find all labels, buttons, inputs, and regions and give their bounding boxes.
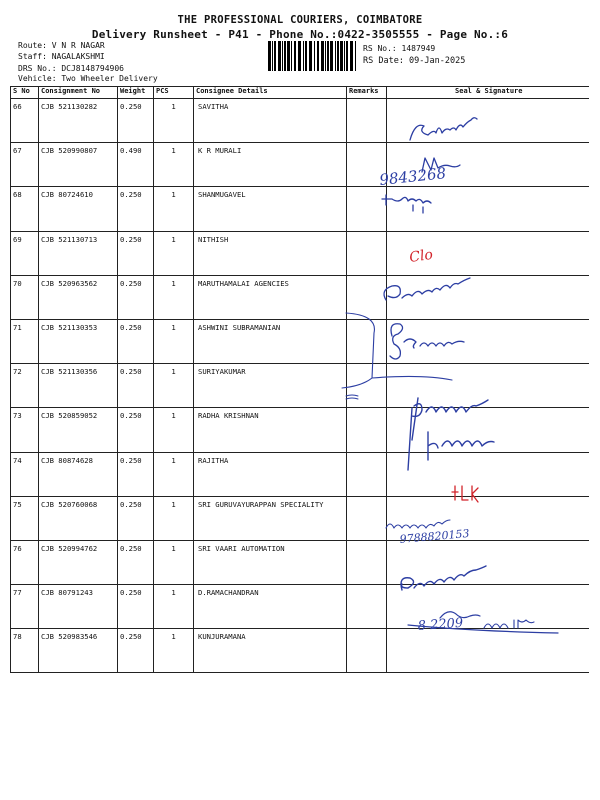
barcode-bar (325, 41, 326, 71)
barcode-bar (287, 41, 290, 71)
cell-sno: 71 (11, 319, 39, 363)
cell-signature (387, 275, 589, 319)
barcode-bar (346, 41, 348, 71)
cell-sno: 68 (11, 187, 39, 231)
cell-signature (387, 452, 589, 496)
table-row (11, 99, 589, 143)
handwritten-note-78: 8 2209 (417, 615, 464, 634)
cell-remarks (347, 585, 387, 629)
col-header-remarks: Remarks (347, 87, 387, 99)
cell-weight: 0.250 (118, 496, 154, 540)
cell-consignment: CJB 520983546 (39, 629, 118, 673)
cell-remarks (347, 364, 387, 408)
barcode-bar (294, 41, 296, 71)
cell-pcs: 1 (154, 585, 194, 629)
cell-pcs: 1 (154, 319, 194, 363)
rs-date: RS Date: 09-Jan-2025 (363, 56, 466, 66)
cell-consignee: MARUTHAMALAI AGENCIES (194, 275, 347, 319)
col-header-consignment: Consignment No (39, 87, 118, 99)
cell-sno: 72 (11, 364, 39, 408)
cell-weight: 0.250 (118, 585, 154, 629)
cell-signature (387, 540, 589, 584)
cell-weight: 0.250 (118, 275, 154, 319)
cell-sno: 69 (11, 231, 39, 275)
table-row (11, 231, 589, 275)
cell-remarks (347, 231, 387, 275)
barcode-bar (337, 41, 339, 71)
handwritten-phone-67: 9843268 (378, 164, 447, 189)
cell-weight: 0.250 (118, 629, 154, 673)
cell-consignee: KUNJURAMANA (194, 629, 347, 673)
cell-weight: 0.250 (118, 540, 154, 584)
col-header-pcs: PCS (154, 87, 194, 99)
cell-consignment: CJB 520760068 (39, 496, 118, 540)
cell-weight: 0.490 (118, 143, 154, 187)
cell-consignment: CJB 520963562 (39, 275, 118, 319)
cell-signature (387, 99, 589, 143)
cell-consignment: CJB 521130356 (39, 364, 118, 408)
cell-sno: 77 (11, 585, 39, 629)
cell-signature (387, 143, 589, 187)
cell-remarks (347, 496, 387, 540)
cell-remarks (347, 99, 387, 143)
cell-signature (387, 585, 589, 629)
cell-consignee: K R MURALI (194, 143, 347, 187)
cell-sno: 73 (11, 408, 39, 452)
cell-remarks (347, 452, 387, 496)
barcode-bar (272, 41, 273, 71)
cell-pcs: 1 (154, 187, 194, 231)
runsheet-title: Delivery Runsheet - P41 - Phone No.:0422-3505555 - Page No.:6 (91, 28, 509, 41)
cell-remarks (347, 187, 387, 231)
runsheet-table (10, 86, 589, 673)
cell-weight: 0.250 (118, 364, 154, 408)
barcode-bar (321, 41, 324, 71)
cell-consignment: CJB 520994762 (39, 540, 118, 584)
table-row (11, 143, 589, 187)
staff-label: Staff: NAGALAKSHMI (18, 52, 105, 61)
cell-remarks (347, 143, 387, 187)
cell-consignee: RAJITHA (194, 452, 347, 496)
cell-consignee: D.RAMACHANDRAN (194, 585, 347, 629)
cell-signature (387, 364, 589, 408)
vehicle-label: Vehicle: Two Wheeler Delivery (18, 74, 158, 83)
cell-pcs: 1 (154, 275, 194, 319)
barcode-bar (278, 41, 281, 71)
table-row (11, 319, 589, 363)
barcode-bar (309, 41, 312, 71)
cell-consignment: CJB 521130282 (39, 99, 118, 143)
handwritten-phone-76: 9788820153 (399, 526, 470, 546)
cell-consignee: SURIYAKUMAR (194, 364, 347, 408)
table-row (11, 540, 589, 584)
cell-consignment: CJB 520859052 (39, 408, 118, 452)
cell-weight: 0.250 (118, 187, 154, 231)
cell-sno: 70 (11, 275, 39, 319)
barcode-bar (305, 41, 307, 71)
cell-pcs: 1 (154, 540, 194, 584)
cell-weight: 0.250 (118, 452, 154, 496)
table-row (11, 364, 589, 408)
handwritten-note-70: Clo (408, 246, 434, 266)
cell-consignee: SRI VAARI AUTOMATION (194, 540, 347, 584)
barcode-bar (355, 41, 356, 71)
cell-signature (387, 319, 589, 363)
col-header-consignee: Consignee Details (194, 87, 347, 99)
barcode-bar (282, 41, 283, 71)
table-row (11, 187, 589, 231)
cell-consignee: ASHWINI SUBRAMANIAN (194, 319, 347, 363)
barcode-bar (268, 41, 271, 71)
cell-weight: 0.250 (118, 408, 154, 452)
barcode-bar (317, 41, 319, 71)
barcode-bar (274, 41, 276, 71)
cell-remarks (347, 319, 387, 363)
cell-sno: 76 (11, 540, 39, 584)
barcode (268, 41, 356, 71)
cell-pcs: 1 (154, 364, 194, 408)
cell-weight: 0.250 (118, 231, 154, 275)
barcode-bar (327, 41, 329, 71)
cell-consignment: CJB 520990807 (39, 143, 118, 187)
table-header-row (11, 87, 589, 99)
cell-remarks (347, 540, 387, 584)
col-header-signature: Seal & Signature (387, 87, 589, 99)
barcode-bar (350, 41, 353, 71)
table-row (11, 452, 589, 496)
cell-pcs: 1 (154, 452, 194, 496)
cell-sno: 78 (11, 629, 39, 673)
company-title: THE PROFESSIONAL COURIERS, COIMBATORE (177, 14, 423, 26)
col-header-weight: Weight (118, 87, 154, 99)
cell-consignee: SHANMUGAVEL (194, 187, 347, 231)
cell-signature (387, 629, 589, 673)
barcode-bar (330, 41, 333, 71)
cell-consignee: SRI GURUVAYURAPPAN SPECIALITY (194, 496, 347, 540)
cell-consignment: CJB 80791243 (39, 585, 118, 629)
table-row (11, 408, 589, 452)
barcode-bar (298, 41, 301, 71)
cell-remarks (347, 629, 387, 673)
cell-consignee: SAVITHA (194, 99, 347, 143)
route-label: Route: V N R NAGAR (18, 41, 105, 50)
drs-number: DRS No.: DCJ8148794906 (18, 64, 124, 73)
cell-weight: 0.250 (118, 99, 154, 143)
table-row (11, 629, 589, 673)
cell-consignee: RADHA KRISHNAN (194, 408, 347, 452)
rs-number: RS No.: 1487949 (363, 44, 436, 53)
cell-sno: 75 (11, 496, 39, 540)
table-row (11, 496, 589, 540)
barcode-bar (344, 41, 345, 71)
col-header-sno: S No (11, 87, 39, 99)
table-row (11, 585, 589, 629)
cell-consignment: CJB 80874628 (39, 452, 118, 496)
cell-sno: 67 (11, 143, 39, 187)
cell-weight: 0.250 (118, 319, 154, 363)
cell-signature (387, 187, 589, 231)
cell-consignment: CJB 80724610 (39, 187, 118, 231)
barcode-bar (291, 41, 292, 71)
cell-pcs: 1 (154, 99, 194, 143)
cell-sno: 66 (11, 99, 39, 143)
barcode-bar (303, 41, 304, 71)
barcode-bar (284, 41, 286, 71)
cell-pcs: 1 (154, 629, 194, 673)
cell-signature (387, 231, 589, 275)
cell-consignment: CJB 521130353 (39, 319, 118, 363)
cell-signature (387, 496, 589, 540)
cell-remarks (347, 275, 387, 319)
barcode-bar (340, 41, 343, 71)
cell-pcs: 1 (154, 496, 194, 540)
barcode-bar (314, 41, 315, 71)
barcode-bar (335, 41, 336, 71)
cell-pcs: 1 (154, 408, 194, 452)
table-row (11, 275, 589, 319)
cell-consignment: CJB 521130713 (39, 231, 118, 275)
cell-consignee: NITHISH (194, 231, 347, 275)
cell-pcs: 1 (154, 231, 194, 275)
cell-pcs: 1 (154, 143, 194, 187)
cell-remarks (347, 408, 387, 452)
cell-signature (387, 408, 589, 452)
cell-sno: 74 (11, 452, 39, 496)
